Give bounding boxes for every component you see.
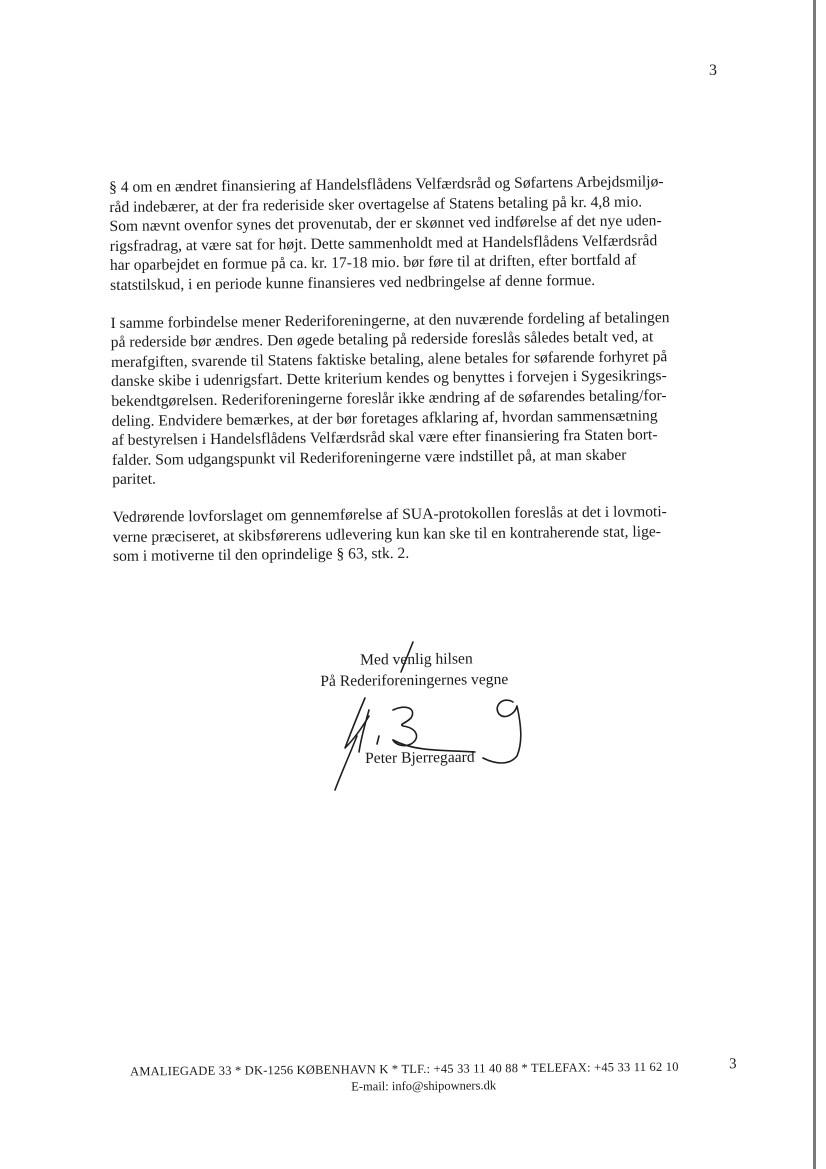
handwritten-signature [325,640,545,800]
text-line: verne præciseret, at skibsførerens udlevering kun kan ske til en kontraherende stat, lige- [112,522,662,546]
text-line: Som nævnt ovenfor synes det provenutab, der er skønnet ved indførelse af det nye uden- [109,212,662,236]
text-line: på rederside bør ændres. Den øgede betaling på rederside foreslås således betalt ved, at [110,328,654,352]
text-line: deling. Endvidere bemærkes, at der bør foretages afklaring af, hvordan sammensætning [111,406,658,430]
text-line: § 4 om en ændret finansiering af Handelsflådens Velfærdsråd og Søfartens Arbejdsmiljø- [109,173,664,196]
signer-name: Peter Bjerregaard [365,748,475,767]
text-line: af bestyrelsen i Handelsflådens Velfærdsråd skal være efter finansiering fra Staten bort- [111,426,658,450]
closing-greeting: Med venlig hilsen [360,650,473,669]
paragraph-payment-distribution [110,307,732,490]
text-line: merafgiften, svarende til Statens faktiske betaling, alene betales for søfarende forhyret på [110,347,668,371]
footer-email: E-mail: info@shipowners.dk [351,1078,497,1094]
text-line: danske skibe i udenrigsfart. Dette kriterium kendes og benyttes i forvejen i Sygesikrings- [111,367,667,391]
text-line: I samme forbindelse mener Rederiforeningerne, at den nuværende fordeling af betalingen [110,308,670,332]
text-line: råd indebærer, at der fra rederiside sker overtagelse af Statens betaling på kr. 4,8 mio. [109,193,643,216]
page-edge-shadow [813,0,816,1169]
text-line: falder. Som udgangspunkt vil Rederiforeningerne være indstillet på, at man skaber [111,446,627,469]
closing-on-behalf: På Rederiforeningernes vegne [320,671,509,690]
page-number-bottom: 3 [728,1056,737,1073]
text-line: har oparbejdet en formue på ca. kr. 17-18 mio. bør føre til at driften, efter bortfald af [109,251,637,275]
paragraph-sua-protocol [112,501,733,566]
letter-body [109,172,733,585]
text-line: statstilskud, i en periode kunne finansieres ved nedbringelse af denne formue. [110,271,596,294]
letterhead-footer [0,1056,826,1094]
text-line: som i motiverne til den oprindelige § 63, stk. 2. [112,544,410,566]
footer-address: AMALIEGADE 33 * DK-1256 KØBENHAVN K * TLF.: +45 33 11 40 88 * TELEFAX: +45 33 11 62 10 [130,1059,679,1079]
text-line: rigsfradrag, at være sat for højt. Dette sammenholdt med at Handelsflådens Velfærdsråd [109,232,658,255]
text-line: bekendtgørelsen. Rederiforeningerne foreslår ikke ændring af de søfarendes betaling/for- [111,387,667,410]
text-line: paritet. [112,470,156,489]
paragraph-financing [109,172,730,296]
text-line: Vedrørende lovforslaget om gennemførelse af SUA-protokollen foreslås at det i lovmoti- [112,503,667,526]
page-number-top: 3 [709,62,717,79]
